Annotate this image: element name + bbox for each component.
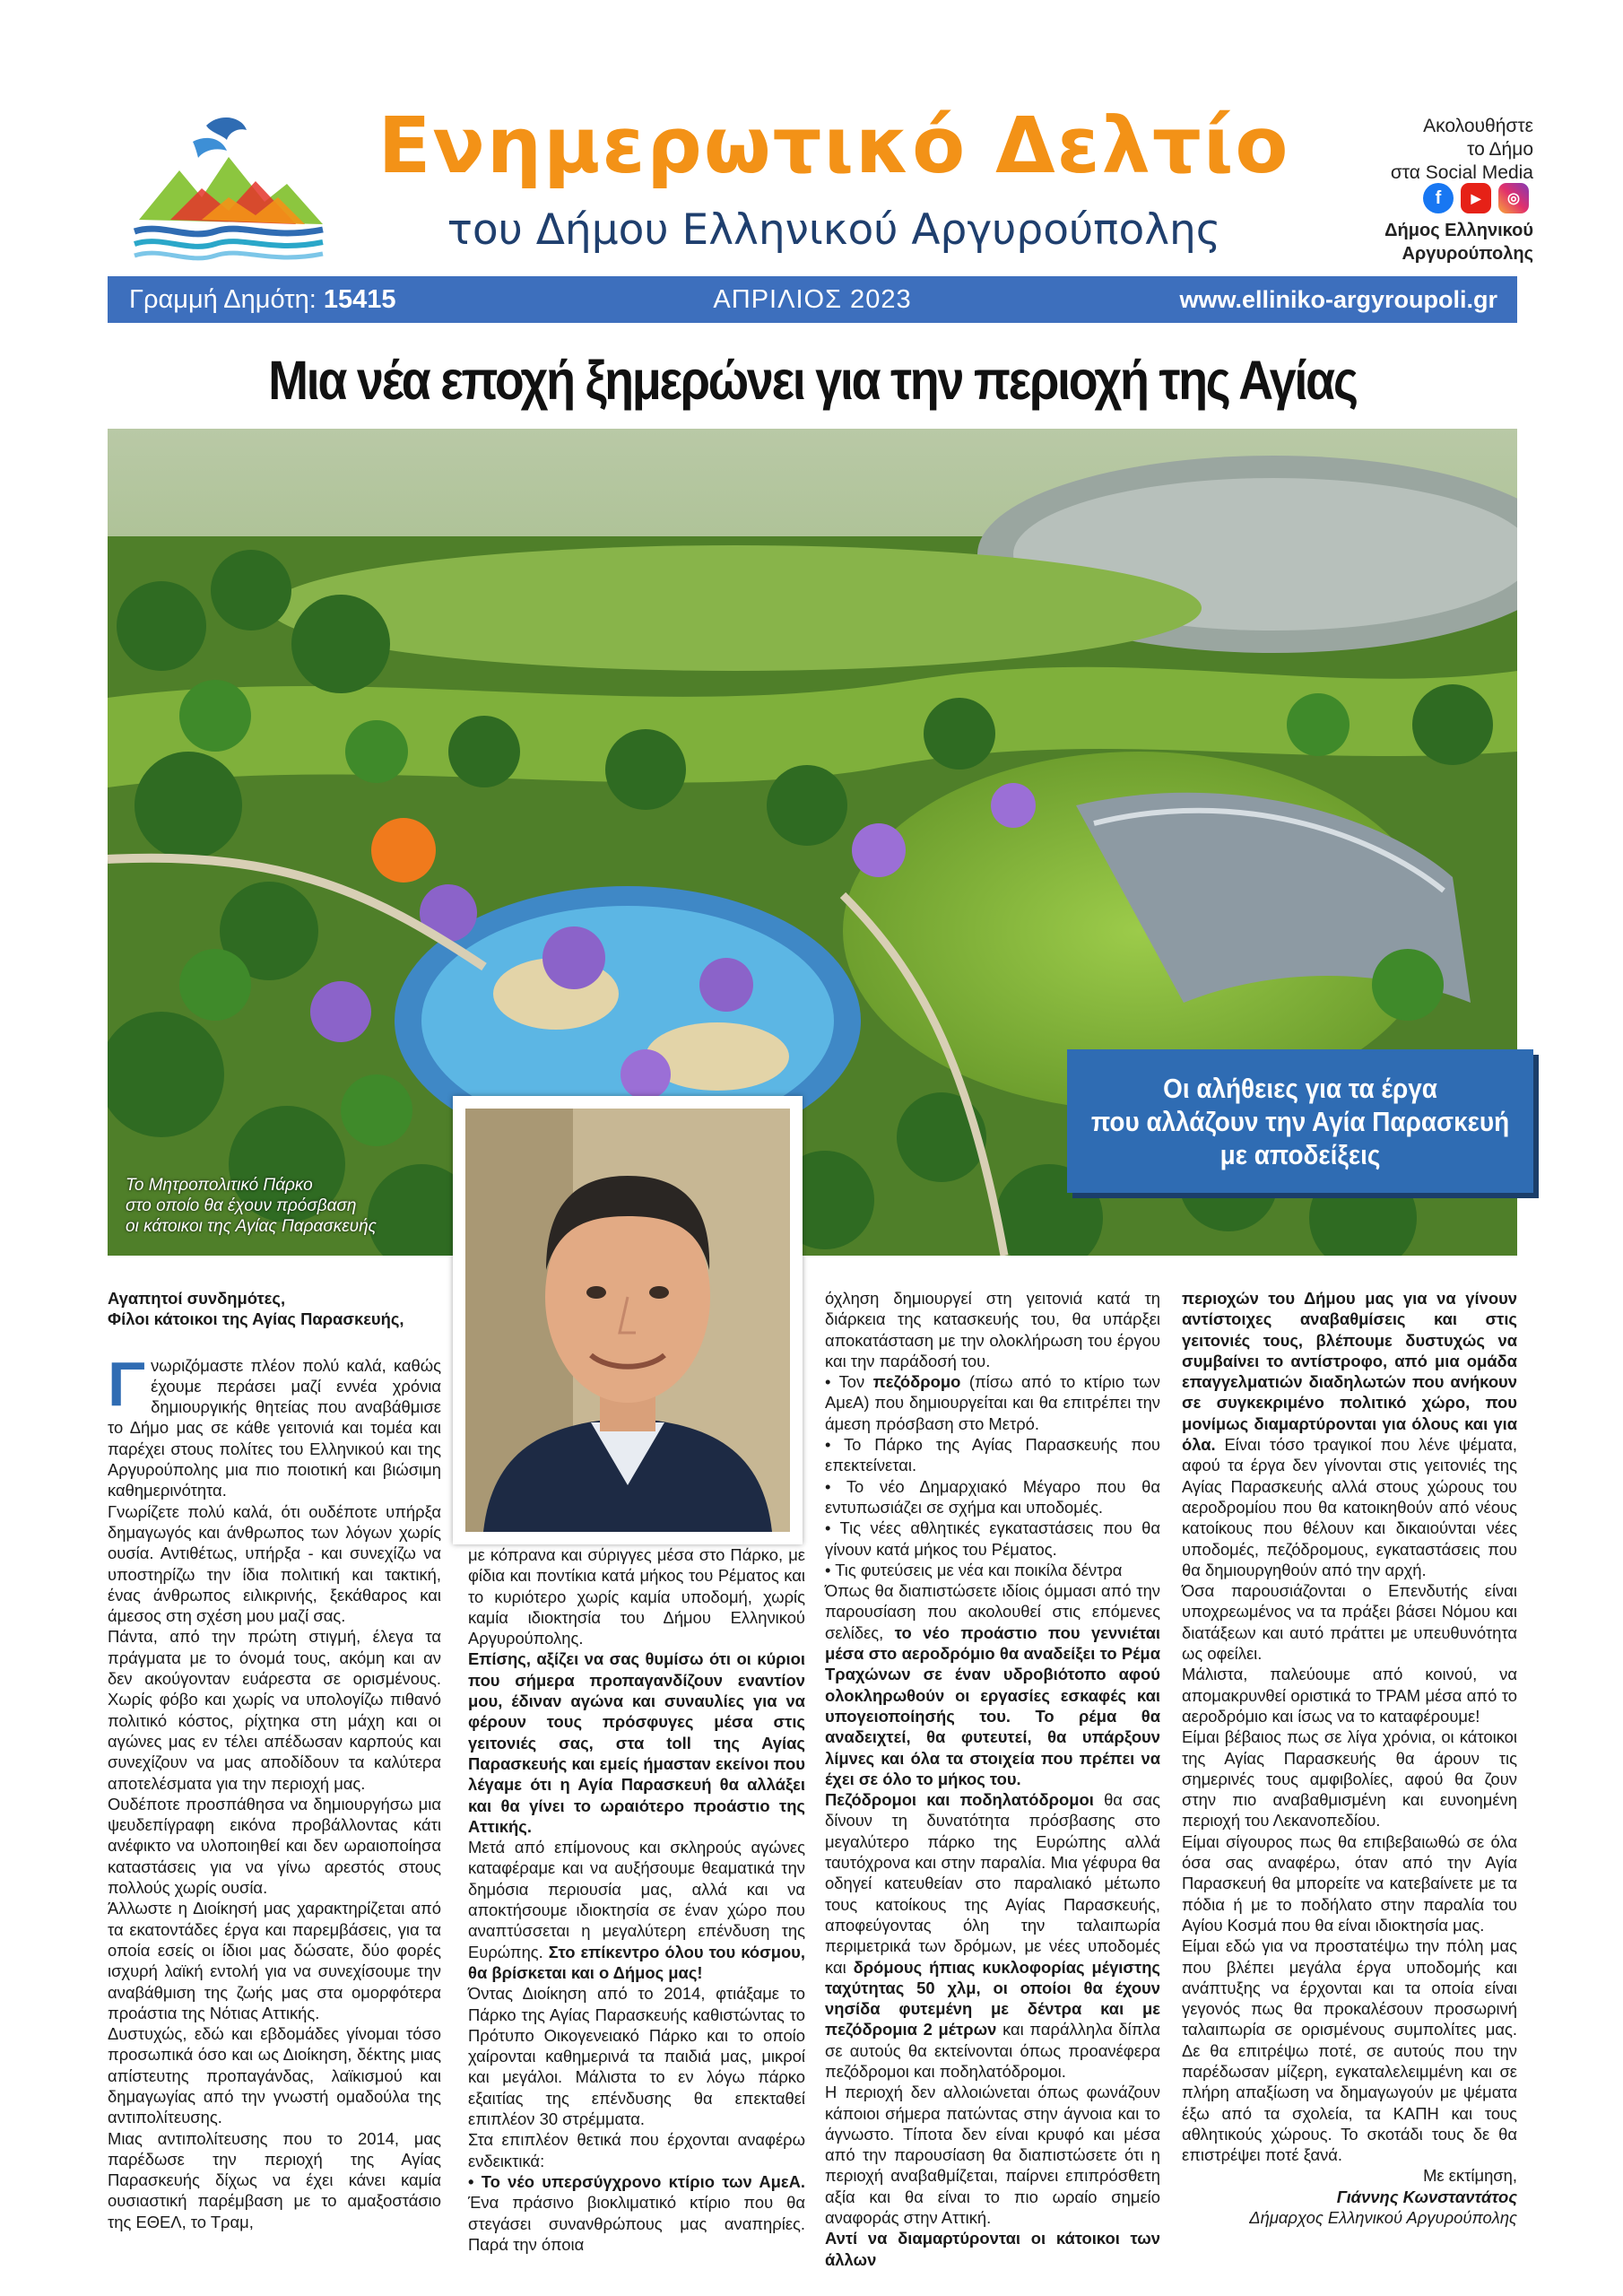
bullet-item <box>825 1371 1160 1434</box>
paragraph <box>825 2228 1160 2270</box>
paragraph: Μιας αντιπολίτευσης που το 2014, μας παρέδωσε την περιοχή της Αγίας Παρασκευής δίχως να έχει κάνει καμία ουσιαστική παρέμβαση με το αμαξοστάσιο της ΕΘΕΛ, το Τραμ, <box>108 2128 441 2231</box>
website-link[interactable]: www.elliniko-argyroupoli.gr <box>1179 286 1497 313</box>
highlight-box <box>1067 1049 1533 1193</box>
paragraph-text: Είναι τόσο τραγικοί που λένε ψέματα, αφού τα έργα δεν γίνονται στις γειτονιές της Αγίας Παρασκευής αλλά στους χώρους του αεροδρομίου που θα κατοικηθούν από νέους κατοίκους που θέλουν και δικαιούνται νέες υποδομές, πεζόδρομους, εγκαταστάσεις που θα δημιουργηθούν από την αρχή. <box>1182 1435 1517 1579</box>
caption-line: οι κάτοικοι της Αγίας Παρασκευής <box>126 1217 377 1236</box>
newsletter-title: Ενημερωτικό Δελτίο <box>378 101 1290 191</box>
paragraph: Μάλιστα, παλεύουμε από κοινού, να απομακρυνθεί οριστικά το ΤΡΑΜ μέσα από το αεροδρόμιο και ίσως να το καταφέρουμε! <box>1182 1665 1517 1726</box>
newsletter-subtitle: του Δήμου Ελληνικού Αργυρούπολης <box>447 205 1221 255</box>
paragraph <box>825 1789 1160 2082</box>
bold-text: περιοχών του Δήμου μας για να γίνουν αντίστοιχες αναβαθμίσεις και στις γειτονιές τους, βλέπουμε δυστυχώς να συμβαίνει το αντίστροφο, από μια ομάδα επαγγελματιών διαδηλωτών που ανήκουν σε συγκεκριμένο πολιτικό χώρο, που μονίμως διαμαρτύρονται για όλους και για όλα. <box>1182 1289 1517 1455</box>
paragraph-text: Ένα πράσινο βιοκλιματικό κτίριο που θα στεγάσει συνανθρώπους μας αναπηρίες. Παρά την όποια <box>468 2193 805 2254</box>
paragraph-text: νωριζόμαστε πλέον πολύ καλά, καθώς έχουμε περάσει μαζί εννέα χρόνια δημιουργικής θητείας που αναβάθμισε το Δήμο μας σε κάθε γειτονιά και τομέα και παρέχει στους πολίτες του Ελληνικού και της Αργυρούπολης μια πιο ποιοτική και βιώσιμη καθημερινότητα. <box>108 1355 441 1500</box>
main-headline: Μια νέα εποχή ξημερώνει για την περιοχή της Αγίας <box>268 350 1357 411</box>
social-icons <box>1394 183 1529 215</box>
paragraph: Ουδέποτε προσπάθησα να δημιουργήσω μια ψευδεπίγραφη εικόνα προβάλλοντας κάτι ανέφικτο να υλοποιηθεί και δεν ωραιοποίησα καταστάσεις για να γίνω αρεστός στους πολλούς χωρίς ουσία. <box>108 1794 441 1898</box>
paragraph: Όντας Διοίκηση από το 2014, φτιάξαμε το Πάρκο της Αγίας Παρασκευής καθιστώντας το Πρότυπο Οικογενειακό Πάρκο και το οποίο χαίρονται καθημερινά τα παιδιά μας, μικροί και μεγάλοι. Μάλιστα το εν λόγω πάρκο εξαιτίας της επένδυσης θα επεκταθεί επιπλέον 30 στρέμματα. <box>468 1984 805 2129</box>
signature-name: Γιάννης Κωνσταντάτος <box>1336 2187 1517 2206</box>
highlight-line: με αποδείξεις <box>1219 1138 1381 1170</box>
greeting: Αγαπητοί συνδημότες, <box>108 1289 286 1308</box>
bullet-item: • Τις νέες αθλητικές εγκαταστάσεις που θα γίνουν κατά μήκος του Ρέματος. <box>825 1518 1160 1559</box>
hotline-label: Γραμμή Δημότη: <box>129 285 317 314</box>
bold-text: Στο επίκεντρο όλου του κόσμου, θα βρίσκεται και ο Δήμος μας! <box>468 1942 805 1982</box>
follow-line: το Δήμο <box>1467 139 1533 160</box>
mayor-portrait <box>453 1096 803 1544</box>
closing: Με εκτίμηση, <box>1423 2166 1517 2186</box>
caption-line: Το Μητροπολιτικό Πάρκο <box>126 1176 313 1195</box>
paragraph: Είμαι εδώ για να προστατέψω την πόλη μας που βλέπει μεγάλα έργα υποδομής και ανάπτυξης να έρχονται και τα οποία είναι γεγονός πως θα προκαλέσουν προσωρινή ταλαιπωρία σε ορισμένους συμπολίτες μας. Δε θα επιτρέψω ποτέ, σε αυτούς που την παρέδωσαν μίζερη, εγκαταλελειμμένη και σε πλήρη απαξίωση να δημαγωγούν με ψέματα έξω από τα σχολεία, τα ΚΑΠΗ και τους αθλητικούς χώρους. Το σκοτάδι τους δε θα επιστρέψει ποτέ ξανά. <box>1182 1936 1517 2165</box>
paragraph: Γνωρίζετε πολύ καλά, ότι ουδέποτε υπήρξα δημαγωγός και άνθρωπος των λόγων χωρίς ουσία. Αντιθέτως, υπήρξα - και συνεχίζω να υποστηρίζω την ίδια πολιτική και τακτική, ένας άνθρωπος ειλικρινής, ξεκάθαρος και άμεσος στη σχέση μου μαζί σας. <box>108 1501 441 1626</box>
article-column-2 <box>468 1544 805 2255</box>
paragraph: Στα επιπλέον θετικά που έρχονται αναφέρω ενδεικτικά: <box>468 2130 805 2170</box>
bold-text: Πεζόδρομοι και ποδηλατόδρομοι <box>825 1790 1094 1810</box>
caption-line: στο οποίο θα έχουν πρόσβαση <box>126 1196 357 1215</box>
bullet-text: • Τον <box>825 1372 873 1392</box>
article-column-1 <box>108 1288 441 2232</box>
instagram-icon[interactable]: ◎ <box>1498 183 1529 213</box>
paragraph: Δυστυχώς, εδώ και εβδομάδες γίνομαι τόσο προσωπικά όσο και ως Διοίκηση, δέκτης μιας απίστευτης προπαγάνδας, λαϊκισμού και δημαγωγίας από την γνωστή ομαδούλα της αντιπολίτευσης. <box>108 2024 441 2127</box>
paragraph <box>468 1837 805 1983</box>
municipality-logo <box>121 108 336 269</box>
bold-text: δρόμους ήπιας κυκλοφορίας μέγιστης ταχύτητας 50 χλμ, οι οποίοι θα έχουν νησίδα φυτεμένη με δέντρα και με πεζόδρομια 2 μέτρων <box>825 1957 1160 2039</box>
drop-cap: Γ <box>108 1348 146 1419</box>
signature-role: Δήμαρχος Ελληνικού Αργυρούπολης <box>1249 2208 1517 2228</box>
article-column-3 <box>825 1288 1160 2270</box>
paragraph <box>108 1348 441 1501</box>
paragraph: όχληση δημιουργεί στη γειτονιά κατά τη διάρκεια της κατασκευής του, θα υπάρξει αποκατάσταση με την ολοκλήρωση του έργου και την παράδοσή του. <box>825 1289 1160 1370</box>
paragraph: Η περιοχή δεν αλλοιώνεται όπως φωνάζουν κάποιοι σήμερα πατώντας στην άγνοια και το άγνωστο. Τίποτα δεν είναι κρυφό και μέσα από την παρουσίαση θα διαπιστώσετε ότι η περιοχή αναβαθμίζεται, παίρνει επιπρόσθετη αξία και θα είναι το πιο ωραίο σημείο αναφοράς στην Αττική. <box>825 2083 1160 2228</box>
paragraph-text: και παράλληλα δίπλα σε αυτούς θα εκτείνονται όπως προανέφερα πεζόδρομοι και ποδηλατόδρομοι. <box>825 2020 1160 2081</box>
youtube-icon[interactable]: ▶ <box>1461 183 1491 213</box>
paragraph: Είμαι βέβαιος πως σε λίγα χρόνια, οι κάτοικοι της Αγίας Παρασκευής θα άρουν τις σημερινές τους αμφιβολίες, αφού θα ζουν στην πιο αναβαθμισμένη και ευνοημένη περιοχή του Λεκανοπεδίου. <box>1182 1727 1517 1831</box>
bold-text: πεζόδρομο <box>872 1372 961 1392</box>
social-follow-text <box>1327 115 1533 185</box>
paragraph <box>1182 1288 1517 1580</box>
municipality-line: Αργυρούπολης <box>1402 244 1533 264</box>
facebook-icon[interactable]: f <box>1423 183 1454 213</box>
bullet-item: • Τις φυτεύσεις με νέα και ποικίλα δέντρα <box>825 1560 1123 1579</box>
bold-text: το νέο προάστιο που γεννιέται μέσα στο αεροδρόμιο θα αναδείξει το Ρέμα Τραχώνων σε έναν υδροβιότοπο αφού ολοκληρωθούν οι εργασίες εσκαφές και υπογειοποίησής του. Το ρέμα θα αναδειχτεί, θα φυτευτεί, θα υπάρξουν λίμνες και όλα τα στοιχεία που πρέπει να έχει σε όλο το μήκος του. <box>825 1622 1160 1788</box>
hotline <box>129 276 396 323</box>
bullet-item: • Το Πάρκο της Αγίας Παρασκευής που επεκτείνεται. <box>825 1435 1160 1475</box>
photo-caption <box>126 1175 377 1237</box>
paragraph: Είμαι σίγουρος πως θα επιβεβαιωθώ σε όλα όσα σας αναφέρω, όταν από την Αγία Παρασκευή θα μπορείτε να κατεβαίνετε με τα πόδια ή με το ποδήλατο στην παραλία του Αγίου Κοσμά που θα είναι ιδιοκτησία μας. <box>1182 1831 1517 1935</box>
paragraph-text: Μετά από επίμονους και σκληρούς αγώνες καταφέραμε και να αυξήσουμε θεαματικά την δημόσια περιουσία μας, αλλά και να αποκτήσουμε ιδιοκτησία σε έναν χώρο που αναπτύσσεται η μεγαλύτερη επένδυση της Ευρώπης. <box>468 1838 805 1961</box>
follow-line: στα Social Media <box>1390 162 1533 183</box>
highlight-line: που αλλάζουν την Αγία Παρασκευή <box>1090 1105 1510 1137</box>
info-bar <box>108 276 1517 323</box>
paragraph: Όσα παρουσιάζονται ο Επενδυτής είναι υποχρεωμένος να τα πράξει βάσει Νόμου και διατάξεων και αυτό πράττει με υπευθυνότητα ως οφείλει. <box>1182 1581 1517 1664</box>
bullet-item: • Το νέο Δημαρχιακό Μέγαρο που θα εντυπωσιάζει σε σχήμα και υποδομές. <box>825 1476 1160 1517</box>
issue-date: ΑΠΡΙΛΙΟΣ 2023 <box>713 285 912 314</box>
highlight-line: Οι αλήθειες για τα έργα <box>1163 1072 1437 1104</box>
paragraph <box>825 1580 1160 1789</box>
paragraph: Άλλωστε η Διοίκησή μας χαρακτηρίζεται από τα εκατοντάδες έργα και παρεμβάσεις, για τα οποία εσείς οι ίδιοι μας δώσατε, δύο φορές ισχυρή λαϊκή εντολή για να συνεχίσουμε την αναβάθμιση της ζωής μας στα ομορφότερα προάστια της Νότιας Αττικής. <box>108 1899 441 2022</box>
bold-text: Επίσης, αξίζει να σας θυμίσω ότι οι κύριοι που σήμερα προπαγανδίζουν εναντίον μου, έδιναν αγώνα και συναυλίες για να φέρουν τους πρόσφυγες μέσα στις γειτονιές σας, στα toll της Αγίας Παρασκευής και εμείς ήμασταν εκείνοι που λέγαμε ότι η Αγία Παρασκευή θα αλλάξει και θα γίνει το ωραιότερο προάστιο της Αττικής. <box>468 1649 805 1836</box>
paragraph-text: θα σας δίνουν τη δυνατότητα πρόσβασης στο μεγαλύτερο πάρκο της Ευρώπης αλλά ταυτόχρονα και στην παραλία. Μια γέφυρα θα οδηγεί κατευθείαν στο παραλιακό μέτωπο τους κατοίκους της Αγίας Παρασκευής, αποφεύγοντας όλη την ταλαιπωρία περιμετρικά των δρόμων, με νέες υποδομές και <box>825 1790 1160 1977</box>
hotline-number: 15415 <box>323 285 396 314</box>
paragraph <box>468 1648 805 1837</box>
bullet-text: (πίσω από το κτίριο των ΑμεΑ) που δημιουργείται και θα επιτρέπει την άμεση πρόσβαση στο Μετρό. <box>825 1372 1160 1433</box>
paragraph <box>468 2171 805 2255</box>
paragraph-text: Όπως θα διαπιστώσετε ιδίοις όμμασι από την παρουσίαση που ακολουθεί στις επόμενες σελίδες, <box>825 1581 1160 1642</box>
bold-text: Αντί να διαμαρτύρονται οι κάτοικοι των άλλων <box>825 2229 1160 2269</box>
bold-text: • Το νέο υπερσύγχρονο κτίριο των ΑμεΑ. <box>468 2171 805 2191</box>
paragraph: Πάντα, από την πρώτη στιγμή, έλεγα τα πράγματα με το όνομά τους, ακόμη και αν δεν ακούγονταν ευάρεστα σε ορισμένους. Χωρίς φόβο και χωρίς να υπολογίζω πιθανό πολιτικό κόστος, ρίχτηκα στη μάχη και οι αγώνες μας εν τέλει απέδωσαν καρπούς και συνεχίζουν να μας αποδίδουν τα καλύτερα αποτελέσματα για την περιοχή μας. <box>108 1627 441 1793</box>
greeting: Φίλοι κάτοικοι της Αγίας Παρασκευής, <box>108 1309 404 1329</box>
follow-line: Ακολουθήστε <box>1423 116 1533 136</box>
municipality-line: Δήμος Ελληνικού <box>1384 221 1533 240</box>
municipality-name <box>1327 219 1533 265</box>
paragraph: με κόπρανα και σύριγγες μέσα στο Πάρκο, με φίδια και ποντίκια κατά μήκος του Ρέματος και το κυριότερο χωρίς καμία υποδομή, χωρίς καμία ιδιοκτησία του Δήμου Ελληνικού Αργυρούπολης. <box>468 1545 805 1648</box>
article-column-4 <box>1182 1288 1517 2228</box>
